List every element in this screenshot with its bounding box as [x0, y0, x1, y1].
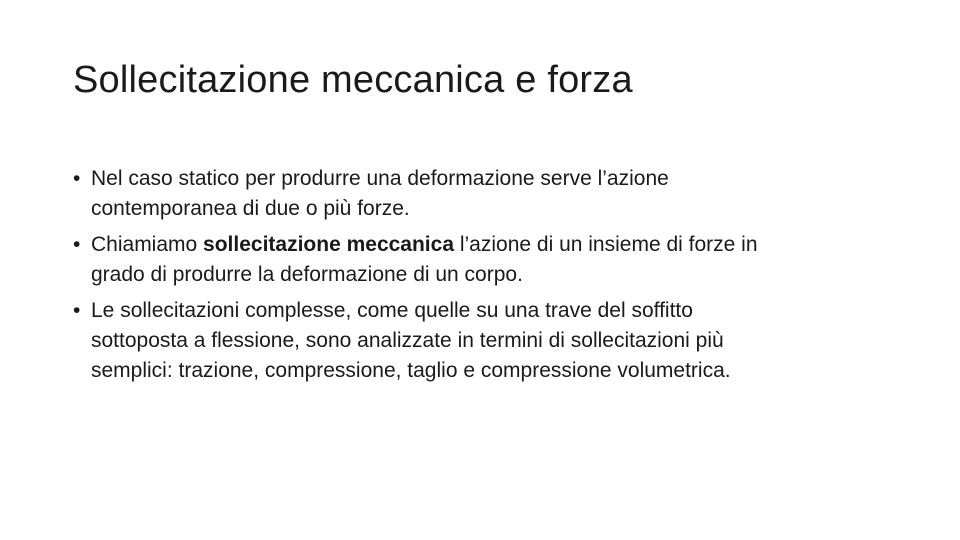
bullet-list — [73, 164, 913, 392]
bullet-item-1 — [73, 164, 913, 224]
bullet-marker: • — [73, 299, 81, 322]
slide-title: Sollecitazione meccanica e forza — [73, 59, 633, 101]
bullet-2-text-pre: Chiamiamo — [91, 233, 204, 256]
bullet-1-line-1: Nel caso statico per produrre una deformazione serve l’azione — [91, 167, 669, 190]
bullet-3-line-1: Le sollecitazioni complesse, come quelle su una trave del soffitto — [91, 299, 693, 322]
bullet-2-line-1 — [91, 230, 913, 260]
bullet-2-text-post: l’azione di un insieme di forze in — [454, 233, 758, 256]
bullet-item-2 — [73, 230, 913, 290]
bullet-3-line-3: semplici: trazione, compressione, taglio e compressione volumetrica. — [91, 359, 731, 382]
bullet-item-3 — [73, 296, 913, 386]
bullet-marker: • — [73, 233, 81, 256]
bullet-1-line-2: contemporanea di due o più forze. — [91, 197, 410, 220]
bullet-3-line-2: sottoposta a flessione, sono analizzate in termini di sollecitazioni più — [91, 329, 724, 352]
bullet-2-line-2: grado di produrre la deformazione di un corpo. — [91, 263, 523, 286]
bullet-2-bold-term: sollecitazione meccanica — [203, 233, 455, 256]
bullet-marker: • — [73, 167, 81, 190]
